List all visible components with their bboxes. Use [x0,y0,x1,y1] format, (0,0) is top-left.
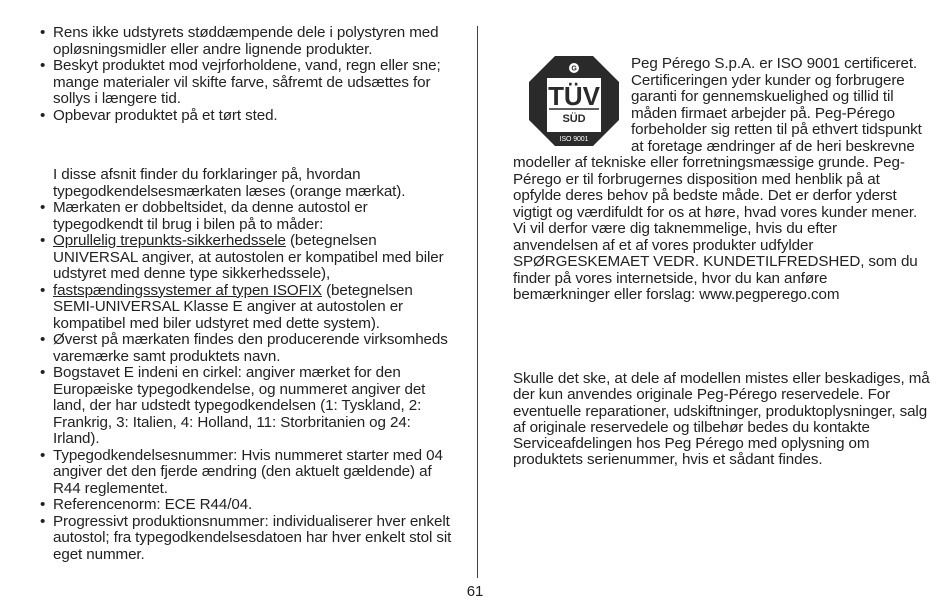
isofix-term: fastspændingssystemer af typen ISOFIX [53,281,322,299]
list-item: • Beskyt produktet mod vejrforholdene, vand, regn eller sne; mange materialer vil skifte farve, såfremt de udsættes for sollys i længere tid. [38,58,458,108]
tuv-logo-icon [527,54,621,148]
logo-brand: TÜV [548,81,600,111]
care-list [38,25,458,124]
tuv-iso-logo [527,54,621,148]
list-item: • fastspændingssystemer af typen ISOFIX (betegnelsen SEMI-UNIVERSAL Klasse E angiver at autostolen er kompatibel med biler udstyret med dette system). [38,283,458,333]
list-item: • Rens ikke udstyrets støddæmpende dele i polystyren med opløsningsmidler eller andre lignende produkter. [38,25,458,58]
list-item: • Progressivt produktionsnummer: individualiserer hver enkelt autostol; fra typegodkendelsesdatoen har hver enkelt stol sit eget nummer. [38,514,458,564]
list-item: • Mærkaten er dobbeltsidet, da denne autostol er typegodkendt til brug i bilen på to måder: [38,200,458,233]
label-intro: I disse afsnit finder du forklaringer på, hvordan typegodkendelsesmærkaten læses (orange mærkat). [53,166,406,200]
column-divider [477,26,478,578]
list-item: • Øverst på mærkaten findes den producerende virksomheds varemærke samt produktets navn. [38,332,458,365]
list-item: • Bogstavet E indeni en cirkel: angiver mærket for den Europæiske typegodkendelse, og nummeret angiver det land, der har udstedt typegodkendelsen (1: Tyskland, 2: Frankrig, 3: Italien, 4: Holland, 11: Storbritanien og 24: Irland). [38,365,458,448]
list-item: • Typegodkendelsesnummer: Hvis nummeret starter med 04 angiver det den fjerde ændring (den aktuelt gældende) af R44 reglementet. [38,448,458,498]
logo-cert: ISO 9001 [559,136,589,143]
label-list [38,200,458,563]
page-number: 61 [466,583,484,600]
list-item: • Oprullelig trepunkts-sikkerhedssele (betegnelsen UNIVERSAL angiver, at autostolen er kompatibel med biler udstyret med denne type sikkerhedssele), [38,233,458,283]
list-item: • Opbevar produktet på et tørt sted. [38,108,458,125]
left-column [38,25,458,563]
seatbelt-term: Oprullelig trepunkts-sikkerhedssele [53,232,286,249]
logo-sub: SÜD [562,113,586,125]
list-item: • Referencenorm: ECE R44/04. [38,497,458,514]
service-paragraph: Skulle det ske, at dele af modellen mistes eller beskadiges, må der kun anvendes originale Peg-Pérego reservedele. For eventuelle reparationer, udskiftninger, produktoplysninger, salg af originale reservedele og tilbehør bedes du kontakte Serviceafdelingen hos Peg Pérego med oplysning om produktets serienummer, hvis et sådant findes. [513,370,930,469]
iso-paragraph: Peg Pérego S.p.A. er ISO 9001 certificeret. Certificeringen yder kunder og forbrugere garanti for gennemskuelighed og tillid til måden firmaet arbejder på. Peg-Pérego forbeholder sig retten til på ethvert tidspunkt at foretage ændringer af de heri beskrevne modeller af tekniske eller forretningsmæssige grunde. Peg-Pérego er til forbrugernes disposition med henblik på at opfylde deres behov på bedste måde. Det er derfor yderst vigtigt og værdifuldt for os at høre, hvad vores kunder mener. Vi vil derfor være dig taknemmelige, hvis du efter anvendelsen af et af vores produkter udfylder SPØRGESKEMAET VEDR. KUNDETILFREDSHED, som du finder på vores internetside, hvor du kan anføre bemærkninger eller forslag: www.pegperego.com [513,55,922,303]
svg-text:G: G [571,65,577,73]
right-column [513,56,925,304]
